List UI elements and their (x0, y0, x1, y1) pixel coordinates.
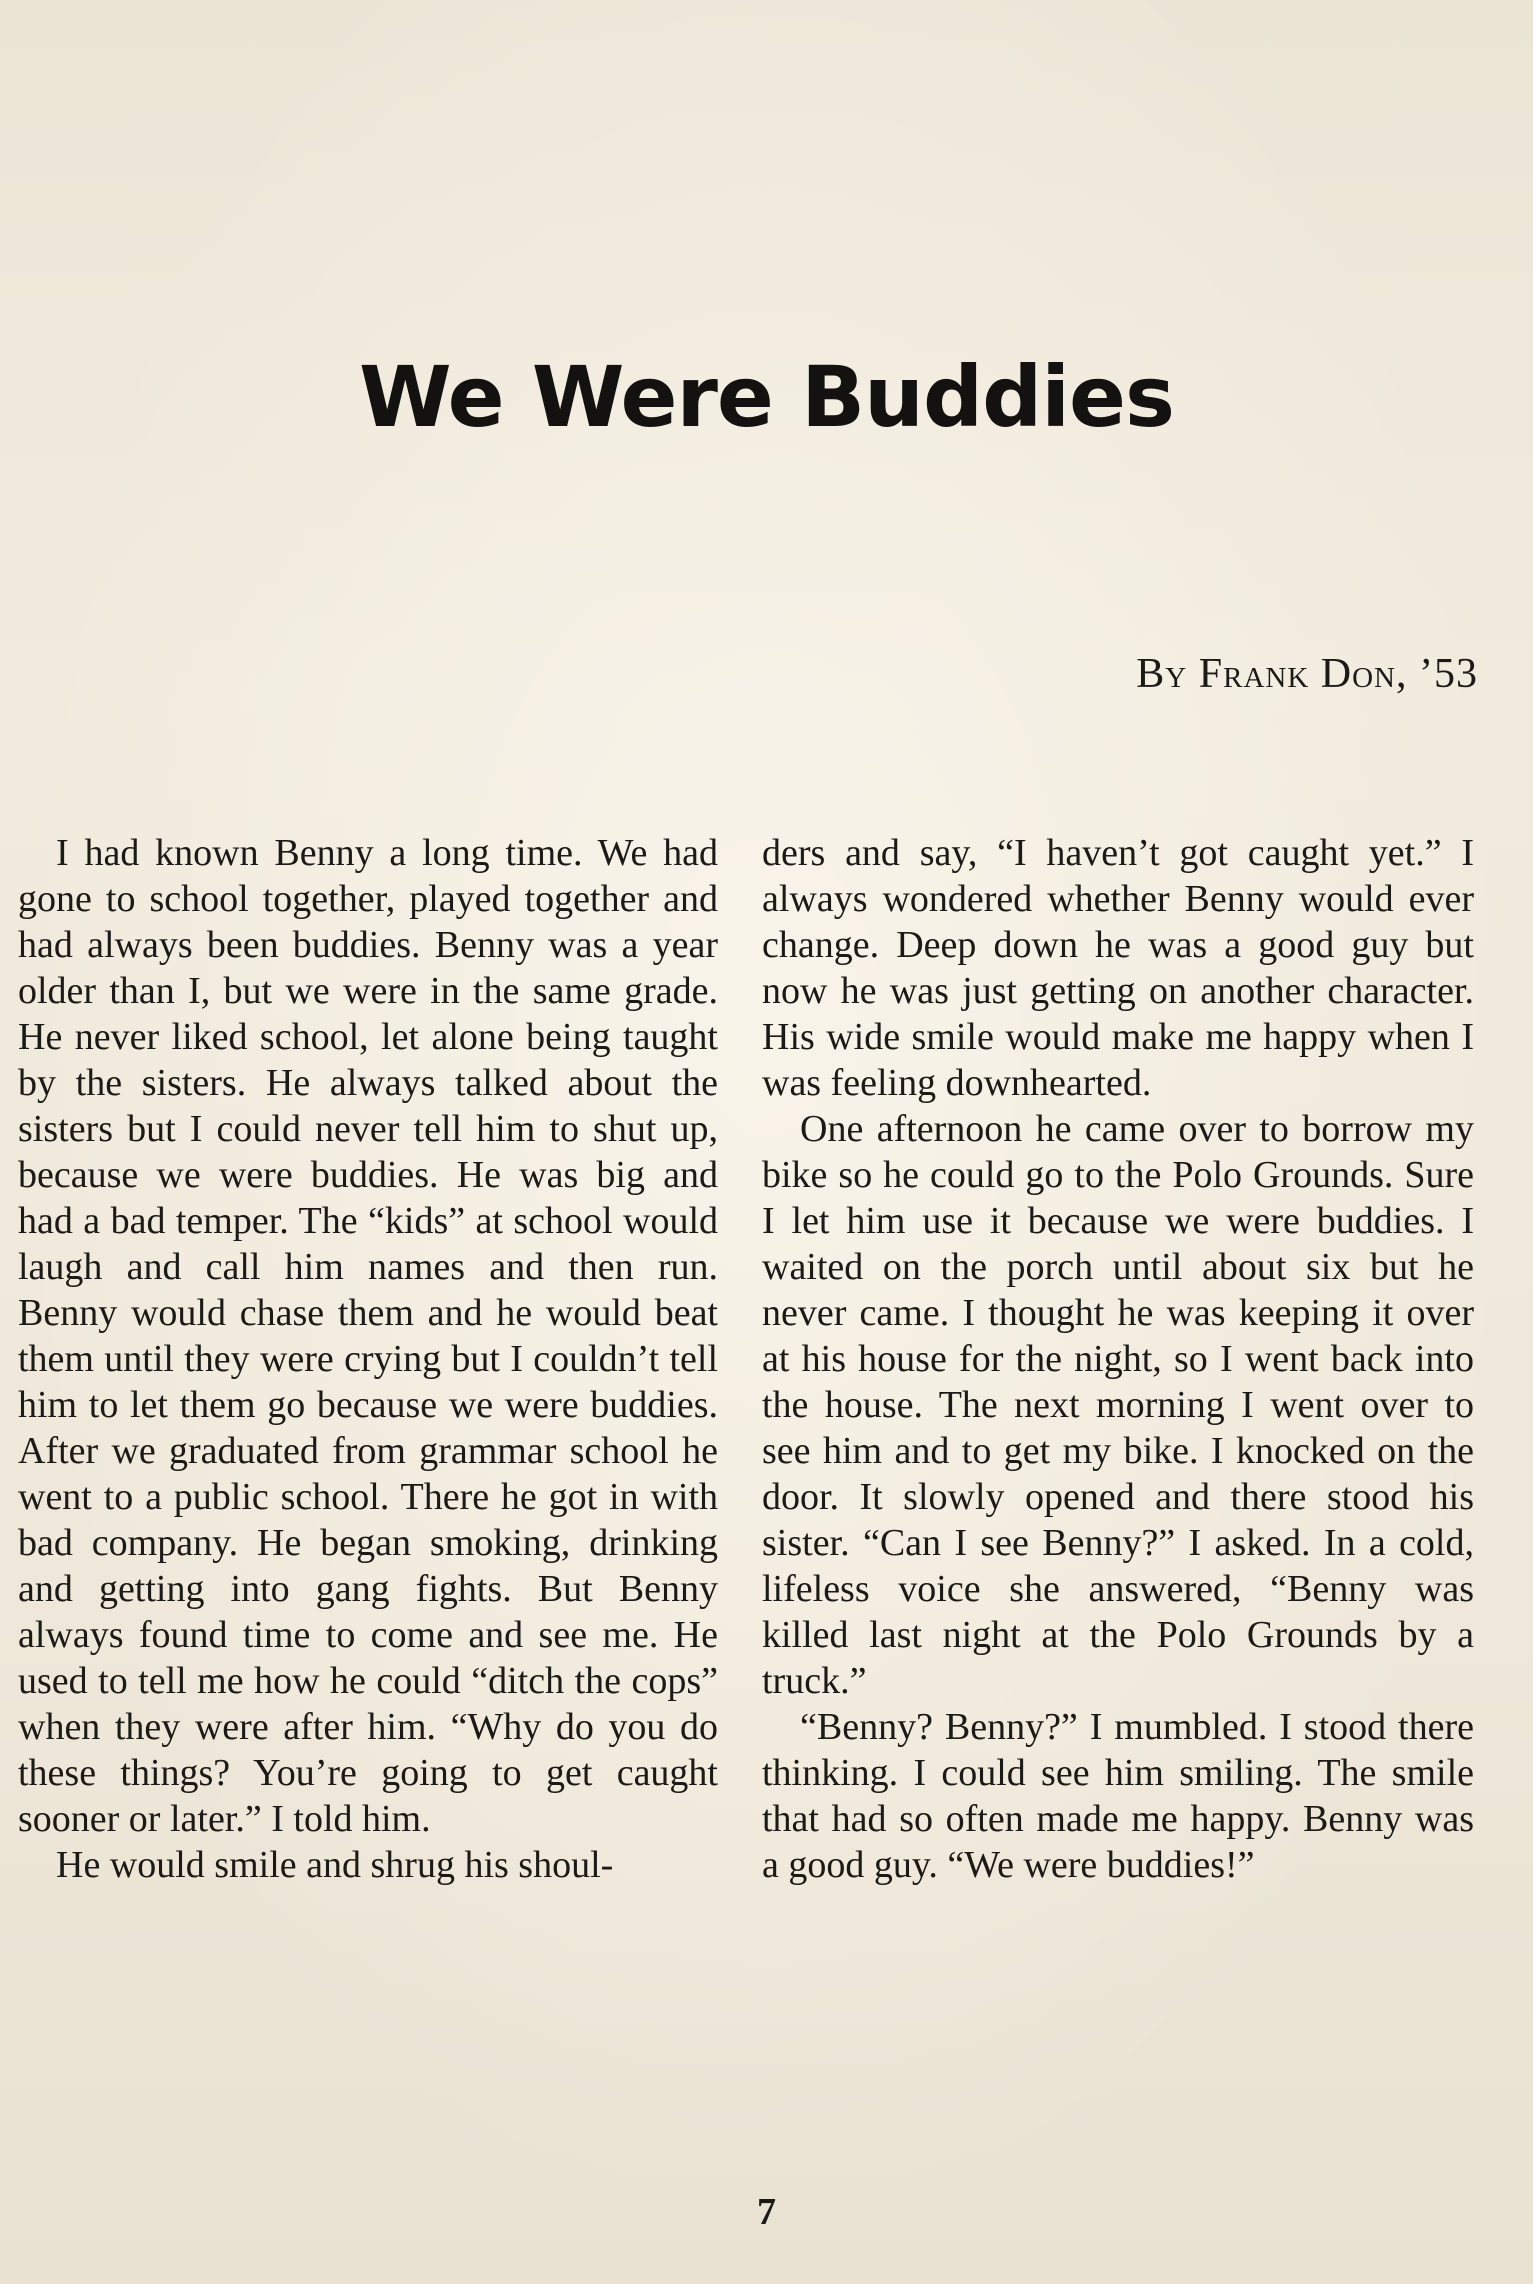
paragraph: I had known Benny a long time. We had gone to school together, played together and had always been buddies. Benny was a year older than I, but we were in the same grade. He never liked school, let alone being taught by the sisters. He always talked about the sisters but I could never tell him to shut up, because we were buddies. He was big and had a bad temper. The “kids” at school would laugh and call him names and then run. Benny would chase them and he would beat them until they were crying but I couldn’t tell him to let them go because we were buddies. After we graduated from grammar school he went to a public school. There he got in with bad company. He began smoking, drinking and getting into gang fights. But Benny always found time to come and see me. He used to tell me how he could “ditch the cops” when they were after him. “Why do you do these things? You’re going to get caught sooner or later.” I told him. (18, 832, 718, 1840)
article-byline: By Frank Don, ’53 (1136, 651, 1478, 697)
paragraph: One afternoon he came over to borrow my bike so he could go to the Polo Grounds. Sure I let him use it because we were buddies. I waited on the porch until about six but he never came. I thought he was keeping it over at his house for the night, so I went back into the house. The next morning I went over to see him and to get my bike. I knocked on the door. It slowly opened and there stood his sister. “Can I see Benny?” I asked. In a cold, lifeless voice she answered, “Benny was killed last night at the Polo Grounds by a truck.” (762, 1108, 1474, 1702)
left-column (18, 830, 718, 1888)
paragraph: “Benny? Benny?” I mumbled. I stood there thinking. I could see him smiling. The smile that had so often made me happy. Benny was a good guy. “We were buddies!” (762, 1706, 1474, 1886)
paragraph: He would smile and shrug his shoul- (56, 1844, 614, 1886)
article-title: We Were Buddies (359, 348, 1174, 446)
right-column (762, 830, 1474, 1888)
page-number: 7 (757, 2191, 776, 2233)
paragraph: ders and say, “I haven’t got caught yet.” I always wondered whether Benny would ever change. Deep down he was a good guy but now he was just getting on another character. His wide smile would make me happy when I was feeling downhearted. (762, 832, 1474, 1104)
